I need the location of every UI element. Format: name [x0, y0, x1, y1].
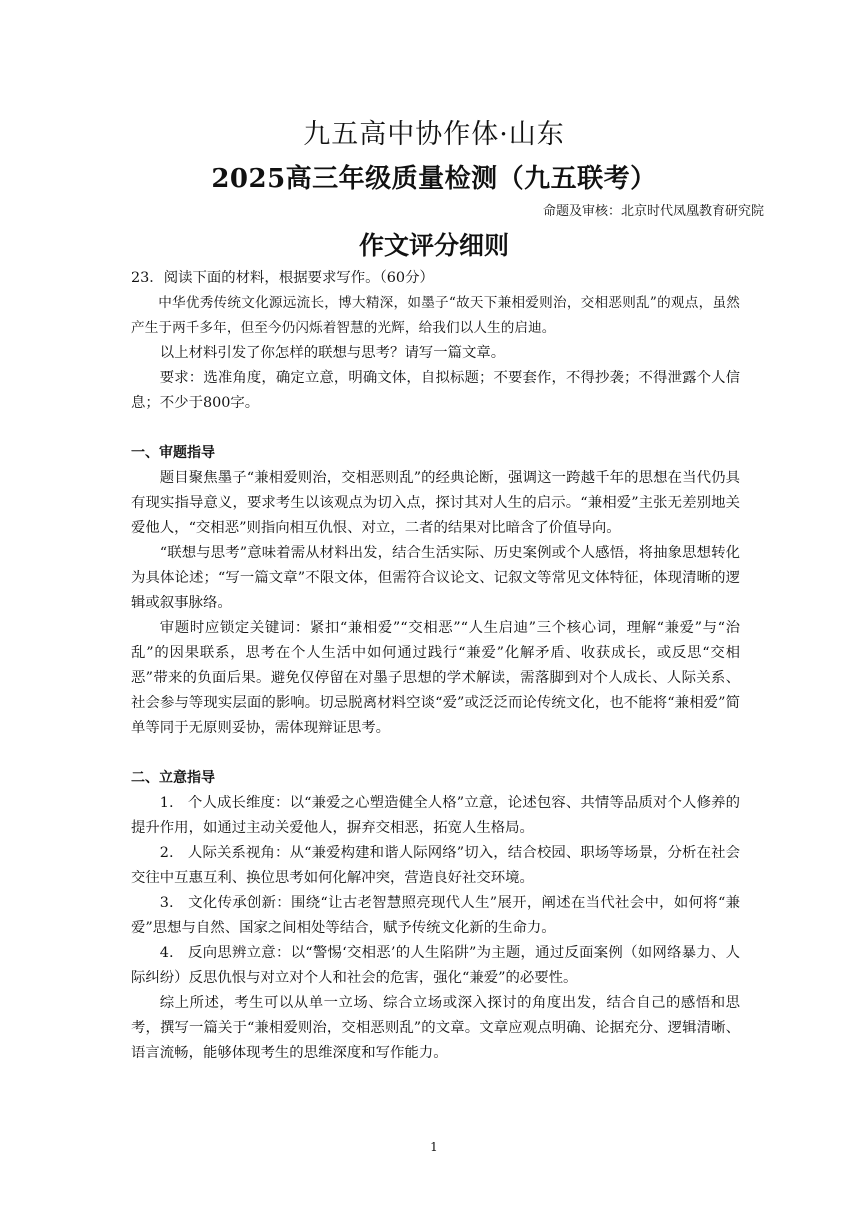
question-material: 中华优秀传统文化源远流长，博大精深，如墨子“故天下兼相爱则治，交相恶则乱”的观点，虽然产生于两千多年，但至今仍闪烁着智慧的光辉，给我们以人生的启迪。 [131, 295, 740, 336]
theme-item-text: 文化传承创新：围绕“让古老智慧照亮现代人生”展开，阐述在当代社会中，如何将“兼爱”思想与自然、国家之间相处等结合，赋予传统文化新的生命力。 [131, 895, 740, 936]
review-paragraph: 审题时应锁定关键词：紧扣“兼相爱”“交相恶”“人生启迪”三个核心词，理解“兼爱”与“治乱”的因果联系，思考在个人生活中如何通过践行“兼爱”化解矛盾、收获成长，或反思“交相恶”带来的负面后果。避免仅停留在对墨子思想的学术解读，需落脚到对个人成长、人际关系、社会参与等现实层面的影响。切忌脱离材料空谈“爱”或泛泛而论传统文化，也不能将“兼相爱”简单等同于无原则妥协，需体现辩证思考。 [131, 620, 740, 736]
theme-item-number: 4. [159, 945, 174, 961]
theme-item [131, 841, 740, 891]
theme-item [131, 941, 740, 991]
theme-item-number: 1. [159, 795, 174, 811]
question-task: 以上材料引发了你怎样的联想与思考？请写一篇文章。 [159, 345, 506, 361]
section-heading-theme: 二、立意指导 [131, 770, 215, 786]
review-paragraph: “联想与思考”意味着需从材料出发，结合生活实际、历史案例或个人感悟，将抽象思想转化为具体论述；“写一篇文章”不限文体，但需符合议论文、记叙文等常见文体特征，体现清晰的逻辑或叙事脉络。 [131, 545, 740, 611]
question-prompt: 23．阅读下面的材料，根据要求写作。（60分） [131, 270, 434, 286]
review-paragraph: 题目聚焦墨子“兼相爱则治，交相恶则乱”的经典论断，强调这一跨越千年的思想在当代仍具有现实指导意义，要求考生以该观点为切入点，探讨其对人生的启示。“兼相爱”主张无差别地关爱他人，“交相恶”则指向相互仇恨、对立，二者的结果对比暗含了价值导向。 [131, 470, 740, 536]
question-requirements: 要求：选准角度，确定立意，明确文体，自拟标题；不要套作，不得抄袭；不得泄露个人信息；不少于800字。 [131, 370, 740, 411]
theme-item-text: 个人成长维度：以“兼爱之心塑造健全人格”立意，论述包容、共情等品质对个人修养的提升作用，如通过主动关爱他人，摒弃交相恶，拓宽人生格局。 [131, 795, 740, 836]
exam-title: 2025高三年级质量检测（九五联考） [211, 164, 657, 194]
exam-consortium-title: 九五高中协作体·山东 [303, 119, 565, 150]
theme-item [131, 891, 740, 941]
page-number: 1 [430, 1140, 438, 1154]
theme-item [131, 791, 740, 841]
document-body [131, 266, 740, 1066]
section-heading-review: 一、审题指导 [131, 445, 215, 461]
theme-item-text: 人际关系视角：从“兼爱构建和谐人际网络”切入，结合校园、职场等场景，分析在社会交往中互惠互利、换位思考如何化解冲突，营造良好社交环境。 [131, 845, 740, 886]
summary-paragraph: 综上所述，考生可以从单一立场、综合立场或深入探讨的角度出发，结合自己的感悟和思考，撰写一篇关于“兼相爱则治，交相恶则乱”的文章。文章应观点明确、论据充分、逻辑清晰、语言流畅，能够体现考生的思维深度和写作能力。 [131, 995, 740, 1061]
author-credit: 命题及审核：北京时代凤凰教育研究院 [542, 204, 764, 219]
theme-item-text: 反向思辨立意：以“警惕‘交相恶’的人生陷阱”为主题，通过反面案例（如网络暴力、人际纠纷）反思仇恨与对立对个人和社会的危害，强化“兼爱”的必要性。 [131, 945, 740, 986]
theme-item-number: 3. [159, 895, 174, 911]
document-title: 作文评分细则 [358, 231, 509, 260]
theme-item-number: 2. [159, 845, 174, 861]
